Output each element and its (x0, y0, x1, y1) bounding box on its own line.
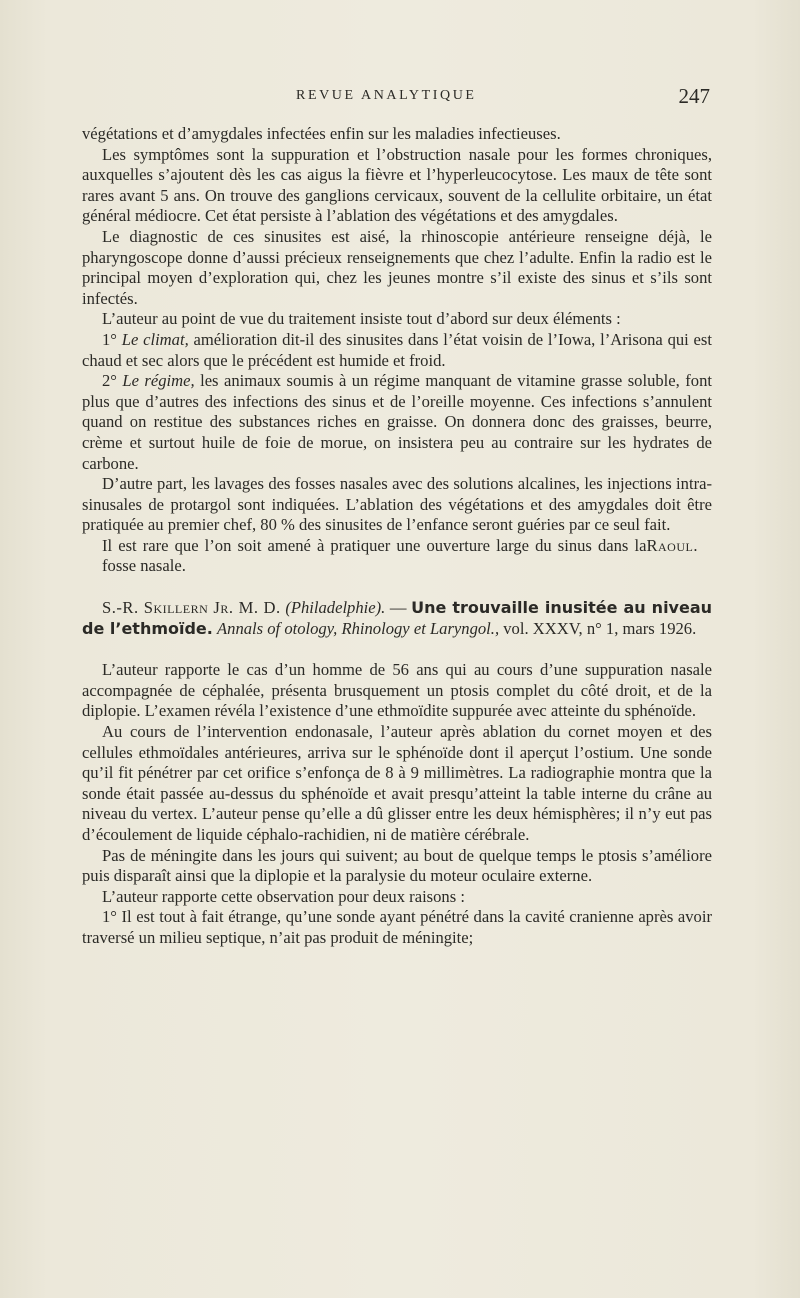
citation-dash: — (385, 598, 412, 618)
paragraph: Les symptômes sont la suppuration et l’obstruction nasale pour les formes chroniques, auxquelles s’ajoutent dès les cas aigus la fièvre et l’hyperleucocytose. Les maux de tête sont rares avant 5 ans. On trouve des ganglions cervicaux, souvent de la cellulite orbitaire, un état général médiocre. Cet état persiste à l’ablation des végétations et des amygdales. (82, 144, 712, 226)
page-header (82, 84, 712, 112)
paragraph: Au cours de l’intervention endonasale, l’auteur après ablation du cornet moyen et des cellules ethmoïdales antérieures, arriva sur le sphénoïde dont il aperçut l’ostium. Une sonde qu’il fit pénétrer par cet orifice s’enfonça de 8 à 9 millimètres. La radiographie montra que la sonde était passée au-dessus du sphénoïde et avait presqu’atteint la table interne du crâne au niveau du vertex. L’auteur pense qu’elle a dû glisser entre les deux hémisphères; il n’y eut pas d’écoulement de liquide céphalo-rachidien, ni de matière cérébrale. (82, 722, 712, 844)
list-text: amélioration dit-il des sinusites dans l’état voisin de l’Iowa, l’Arisona qui est chaud et sec alors que le précédent est humide et froid. (82, 329, 712, 370)
list-number: 1° (102, 329, 122, 349)
paragraph: 1° Il est tout à fait étrange, qu’une sonde ayant pénétré dans la cavité cranienne après avoir traversé un milieu septique, n’ait pas produit de méningite; (82, 907, 712, 947)
paragraph: D’autre part, les lavages des fosses nasales avec des solutions alcalines, les injections intra-sinusales de protargol sont indiquées. L’ablation des végétations et des amygdales doit être pratiquée au premier chef, 80 % des sinusites de l’enfance seront guéries par ce seul fait. (82, 474, 712, 535)
list-number: 2° (102, 371, 123, 391)
citation-author: S.-R. Skillern Jr. M. D. (102, 598, 281, 618)
paragraph: L’auteur au point de vue du traitement insiste tout d’abord sur deux éléments : (102, 309, 621, 329)
paragraph: L’auteur rapporte cette observation pour deux raisons : (102, 886, 465, 906)
citation-title: Une trouvaille inusitée au niveau de l’ethmoïde. (82, 598, 713, 638)
page-body (82, 124, 712, 949)
signature: Raoul. (646, 535, 698, 555)
list-term: Le climat, (121, 329, 189, 349)
section-gap (82, 639, 712, 660)
citation-journal: Annals of otology, Rhinology et Laryngol., (217, 618, 500, 638)
running-title: REVUE ANALYTIQUE (296, 88, 477, 103)
paragraph: Pas de méningite dans les jours qui suivent; au bout de quelque temps le ptosis s’améliore puis disparaît ainsi que la diplopie et la paralysie du moteur oculaire externe. (82, 845, 712, 886)
section-gap (82, 577, 712, 598)
paragraph: Il est rare que l’on soit amené à pratiquer une ouverture large du sinus dans la fosse nasale. (102, 535, 647, 576)
paragraph-climate (82, 330, 712, 371)
paragraph: végétations et d’amygdales infectées enfin sur les maladies infectieuses. (82, 124, 561, 143)
citation (82, 598, 712, 639)
closing-line (82, 536, 712, 577)
citation-volume: vol. XXXV, n° 1, mars 1926. (499, 618, 697, 638)
page-number: 247 (678, 84, 710, 108)
paragraph-diet (82, 371, 712, 474)
list-text: les animaux soumis à un régime manquant de vitamine grasse soluble, font plus que d’autres des infections des sinus et de l’oreille moyenne. Ces infections s’annulent quand on restitue des substances riches en graisse. On donnera donc des graisses, beurre, crème et surtout huile de foie de morue, on insistera peu au contraire sur les hydrates de carbone. (82, 371, 712, 473)
paragraph: Le diagnostic de ces sinusites est aisé, la rhinoscopie antérieure renseigne déjà, le pharyngoscope donne d’aussi précieux renseignements que chez l’adulte. Enfin la radio est le principal moyen d’exploration qui, chez les jeunes montre s’il existe des sinus et s’ils sont infectés. (82, 226, 712, 308)
list-term: Le régime, (122, 371, 195, 391)
citation-city: (Philadelphie). (285, 598, 386, 618)
paragraph: L’auteur rapporte le cas d’un homme de 56 ans qui au cours d’une suppuration nasale accompagnée de céphalée, présenta brusquement un ptosis complet du côté droit, et de la diplopie. L’examen révéla l’existence d’une ethmoïdite suppurée avec atteinte du sphénoïde. (82, 660, 712, 721)
